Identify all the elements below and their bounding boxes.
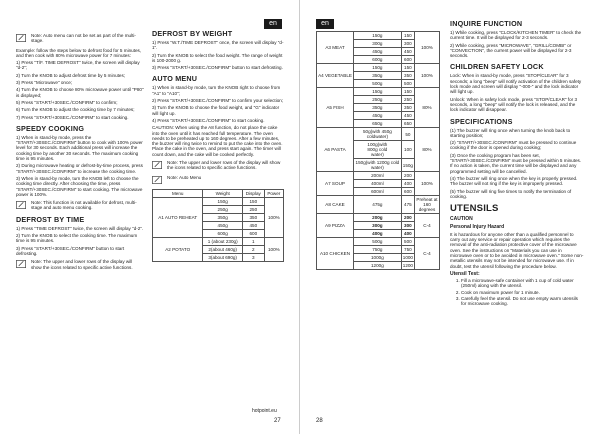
dt-step: 1) Press "TIME DEFROST" twice, the screen will display "d-2".: [16, 225, 144, 231]
display-cell: 400: [401, 230, 414, 238]
note-display: Note: The upper and lower rows of the display will show the icons related to specific active functions.: [16, 259, 144, 270]
table-row: [153, 197, 284, 205]
speedy-step: 3) When in stand-by mode, turn the KNOB left to choose the cooking time directly. After choosing the time, press "START/+30SEC./CONFIRM" to start cooking. The microwave power is 100%.: [16, 175, 143, 197]
menu-cell: A3 MEAT: [317, 32, 354, 64]
language-tag: en: [316, 19, 334, 29]
display-cell: 350: [242, 213, 264, 221]
display-cell: 3: [242, 253, 264, 261]
utensil-test-heading: Utensil Test:: [450, 270, 480, 277]
weight-cell: 2(about 460g): [203, 245, 243, 253]
weight-line: water): [371, 152, 384, 157]
note-pencil-icon: [16, 200, 27, 210]
display-cell: 2: [242, 245, 264, 253]
inquire-item: 2) While cooking, press "MICROWAVE", "GRILL/COMBI" or "CONVECTION", the current power will be displayed for 2-3 seconds.: [450, 42, 572, 59]
weight-cell: 650g: [354, 120, 402, 128]
display-cell: 150: [242, 197, 264, 205]
weight-cell: 350g: [354, 72, 402, 80]
list-item: 1. Fill a microwave-safe container with 1 cup of cold water (250ml) along with the utensil.: [461, 278, 584, 289]
lock-text: Lock: When in stand-by mode, press "STOP/CLEAR" for 3 seconds; a long "beep" will notify activation of the children safety lock mode and screen will display "-000-" and the lock indicator will light up.: [450, 73, 582, 95]
weight-cell: 450g: [203, 221, 243, 229]
table-row: [317, 128, 440, 141]
note-top: Note: Auto menu can not be set as part of the multi-stage.: [16, 33, 144, 44]
caution-heading: CAUTION: [450, 216, 473, 223]
weight-cell: 450g: [354, 112, 402, 120]
weight-cell: 1000g: [354, 254, 402, 262]
display-cell: 1200: [402, 263, 413, 268]
power-cell: 80%: [415, 128, 440, 172]
display-cell: 150: [401, 32, 414, 40]
weight-cell: [354, 141, 402, 159]
page-number: 27: [274, 418, 281, 424]
injury-heading: Personal Injury Hazard: [450, 224, 505, 231]
caution-text: CAUTION: When using the A8 function, do not place the cake into the oven until it has reached full temperature. The oven needs to be preheated up to 160 degrees. After a few minutes, the buzzer will ring twice to remind to put the cake into the oven. Place the cake in the oven, and press start again. The timer will count down, and the cake will be cooked perfectly.: [152, 125, 283, 157]
weight-cell: 400ml: [354, 180, 402, 188]
display-cell: 350: [401, 72, 414, 80]
weight-cell: 500g: [354, 80, 402, 88]
display-cell: 200: [401, 172, 414, 180]
note-function: Note: This function is not available for defrost, multi-stage and auto menu cooking.: [16, 200, 144, 211]
menu-cell: A8 CAKE: [317, 196, 354, 214]
table-header: Weight: [203, 189, 243, 197]
list-item: 3. Carefully feel the utensil. Do not use empty warm utensils for microwave cooking.: [461, 296, 584, 307]
display-cell: 600: [401, 188, 414, 196]
am-step: 4) Press "START/+30SEC./CONFIRM" to start cooking.: [152, 117, 265, 123]
weight-cell: 1 (about 230g): [203, 237, 243, 245]
weight-line: 800g cold: [367, 147, 388, 152]
display-cell: 450: [242, 221, 264, 229]
display-cell: 200: [401, 214, 414, 222]
example-step: 2) Turn the KNOB to adjust defrost time by 5 minutes;: [16, 72, 126, 78]
weight-cell: 750g: [354, 246, 402, 254]
display-cell: 450: [401, 48, 414, 56]
display-cell: 1: [242, 237, 264, 245]
spec-item: (1) The buzzer will ring once when turning the knob back to starting position;: [450, 127, 571, 138]
weight-cell: [354, 128, 402, 141]
defrost-by-weight-heading: DEFROST BY WEIGHT: [152, 29, 233, 38]
weight-cell: 150g: [354, 64, 402, 72]
right-column-1: [316, 31, 440, 270]
example-step: 3) Press "Microwave" once;: [16, 80, 73, 86]
weight-cell: 300g: [354, 40, 402, 48]
display-cell: 300: [401, 222, 414, 230]
weight-cell: 250g: [203, 205, 243, 213]
utensil-test-list: [456, 278, 584, 306]
dw-step: 2) Turn the KNOB to select the food weight. The range of weight is 100-2000 g.: [152, 52, 283, 63]
menu-cell: A5 FISH: [317, 88, 354, 128]
weight-cell: 350g: [203, 213, 243, 221]
table-header: Display: [242, 189, 264, 197]
am-step: 3) Turn the KNOB to choose the food weight, and "G" indicator will light up.: [152, 105, 280, 116]
table-row: [317, 32, 440, 40]
power-cell: C-4: [415, 238, 440, 270]
weight-cell: 200ml: [354, 172, 402, 180]
power-cell: C-4: [415, 214, 440, 238]
language-tag: en: [264, 19, 282, 29]
display-cell: 150: [401, 64, 414, 72]
table-row: [317, 238, 440, 246]
power-cell: 100%: [415, 32, 440, 64]
display-cell: 500: [401, 238, 414, 246]
display-cell: 1000: [402, 255, 413, 260]
display-cell: 475: [401, 196, 414, 214]
menu-cell: A7 SOUP: [317, 172, 354, 196]
example-step: 5) Press "START/+30SEC./CONFIRM" to confirm;: [16, 99, 118, 105]
weight-line: 100g(with: [367, 142, 388, 147]
weight-cell: 150g(with 1200g cold water): [354, 159, 402, 172]
display-cell: 500: [401, 80, 414, 88]
display-cell: 650: [401, 120, 414, 128]
menu-cell: A10 CHICKEN: [317, 238, 354, 270]
table-row: [317, 172, 440, 180]
example-step: 4) Turn the KNOB to choose 80% microwave power until "P80" is displayed;: [16, 87, 144, 98]
injury-text: It is hazardous for anyone other than a qualified personnel to carry out any service or repair operation which requires the removal of the anti-radiation protective cover of the microwave oven. See the instructions on "Materials you can use in microwave oven or to be avoided in microwave oven." Some non-metallic utensils may not be intended for microwave use. If in doubt, test the utensil following the procedure below.: [450, 231, 584, 269]
speedy-step: 1) When in stand-by mode, press the "START/+30SEC./CONFIRM" button to cook with 100% power level for 30 seconds. Each additional press will increase the cooking time by another 30 seconds. The maximum cooking time is 95 minutes.: [16, 134, 143, 162]
safety-lock-heading: CHILDREN SAFETY LOCK: [450, 62, 544, 72]
weight-cell: 1200g: [354, 262, 402, 270]
auto-menu-table-a1-a2: [152, 189, 284, 262]
example-step: 6) Turn the KNOB to adjust the cooking time by 7 minutes;: [16, 107, 135, 113]
am-step: 2) Press "START/+30SEC./CONFIRM" to confirm your selection;: [152, 98, 284, 104]
display-cell: 250: [242, 205, 264, 213]
weight-cell: 400g: [354, 230, 402, 238]
power-cell: 100%: [264, 197, 283, 237]
menu-cell: A2 POTATO: [153, 237, 203, 261]
spec-item: (4) The buzzer will ring once when the key is properly pressed. The buzzer will not ring if the key is improperly pressed.: [450, 175, 578, 187]
weight-cell: 300g: [354, 222, 402, 230]
dw-step: 3) Press "START/+30SEC./CONFIRM" button to start defrosting.: [152, 65, 283, 71]
menu-cell: A4 VEGETABLE: [317, 64, 354, 88]
auto-menu-heading: AUTO MENU: [152, 74, 198, 84]
spec-item: (5) The buzzer will ring five times to notify the termination of cooking.: [450, 188, 572, 199]
note-pencil-icon: [16, 33, 27, 43]
display-cell: 300: [401, 40, 414, 48]
weight-cell: 450g: [354, 48, 402, 56]
page-28: [300, 0, 600, 434]
power-cell: 80%: [415, 88, 440, 128]
power-cell: 100%: [415, 172, 440, 196]
left-column-1: [16, 30, 144, 274]
display-cell: 250: [401, 96, 414, 104]
note-pencil-icon: [152, 175, 163, 185]
right-column-2: [450, 20, 584, 308]
table-row: [317, 64, 440, 72]
table-header-row: [153, 189, 284, 197]
speedy-step: 2) During microwave heating or defrost-by-time process, press "START/+30SEC./CONFIRM" to increase the cooking time.: [16, 163, 143, 174]
footer-url: hotpoint.eu: [252, 408, 277, 414]
list-item: 2. Cook on maximum power for 1 minute.: [461, 290, 584, 295]
weight-cell: 475g: [354, 196, 402, 214]
table-row: [317, 88, 440, 96]
display-cell: 600: [401, 56, 414, 64]
display-cell: 450: [401, 112, 414, 120]
example-step: 1) Press "T/F. TIME DEFROST" twice, the screen will display "d-2";: [16, 60, 140, 71]
weight-cell: 150g: [354, 32, 402, 40]
spec-item: (3) Once the cooking program has been set, "START/+30SEC./CONFIRM" must be pressed within 5 minutes. If no action is taken, the current time will be displayed and any programmed setting will be cancelled.: [450, 152, 582, 174]
weight-cell: 600g: [354, 56, 402, 64]
display-cell: 100: [401, 141, 414, 159]
display-cell: 400: [401, 180, 414, 188]
display-cell: 750: [401, 246, 414, 254]
power-cell: 100%: [264, 237, 283, 261]
menu-cell: A6 PASTA: [317, 128, 354, 172]
weight-cell: 200g: [354, 214, 402, 222]
left-column-2: [152, 30, 284, 262]
utensils-heading: UTENSILS: [450, 203, 499, 215]
note-auto-menu: Note: Auto Menu: [152, 175, 284, 185]
dt-step: 2) Turn the KNOB to select the cooking time. The maximum time is 95 minutes.: [16, 233, 138, 244]
example-intro: Example: follow the steps below to defrost food for 5 minutes, and then cook with 80% microwave power for 7 minutes:: [16, 47, 142, 58]
weight-cell: 600g: [203, 229, 243, 237]
weight-line: 50g(with 450g: [362, 129, 392, 134]
example-step: 7) Press "START/+30SEC./CONFIRM" to start cooking.: [16, 114, 129, 120]
weight-cell: 500g: [354, 238, 402, 246]
dw-step: 1) Press "W.T./TIME DEFROST" once, the screen will display "d-1".: [152, 40, 284, 51]
table-header: Menu: [153, 189, 203, 197]
table-row: [317, 196, 440, 214]
spec-item: (2) "START/+30SEC./CONFIRM" must be pressed to continue cooking if the door is opened during cooking;: [450, 140, 577, 151]
power-cell: 100%: [415, 64, 440, 88]
unlock-text: Unlock: When in safety lock mode, press "STOP/CLEAR" for 3 seconds, a long "beep" will notify the lock is released, and the lock indicator will disappear.: [450, 96, 578, 113]
inquire-item: 1) While cooking, press "CLOCK/KITCHEN TIMER" to check the current time. It will be displayed for 2-3 seconds.: [450, 30, 582, 41]
am-step: 1) When in stand-by mode, turn the KNOB right to choose from "A1" to "A10";: [152, 85, 281, 96]
auto-menu-table-a3-a10: [316, 31, 440, 270]
inquire-heading: INQUIRE FUNCTION: [450, 19, 523, 28]
weight-cell: 350g: [354, 104, 402, 112]
menu-cell: A9 PIZZA: [317, 214, 354, 238]
menu-cell: A1 AUTO REHEAT: [153, 197, 203, 237]
weight-cell: 150g: [203, 197, 243, 205]
weight-line: coldwater): [366, 134, 388, 139]
dt-step: 3) Press "START/+30SEC./CONFIRM" button to start defrosting.: [16, 245, 125, 256]
note-display-2: Note: The upper and lower rows of the display will show the icons related to specific active functions.: [152, 160, 284, 171]
specifications-heading: SPECIFICATIONS: [450, 116, 513, 126]
table-row: [317, 214, 440, 222]
display-cell: 600: [242, 229, 264, 237]
power-cell: Preheat at 160 degrees: [416, 197, 438, 212]
weight-cell: 150g: [354, 88, 402, 96]
display-cell: 350: [401, 104, 414, 112]
page-number: 28: [316, 418, 323, 424]
weight-cell: 600ml: [354, 188, 402, 196]
table-header: Power: [264, 189, 283, 197]
display-cell: 150: [401, 88, 414, 96]
weight-cell: 3(about 690g): [203, 253, 243, 261]
note-pencil-icon: [16, 259, 27, 269]
weight-cell: 250g: [354, 96, 402, 104]
table-row: [153, 237, 284, 245]
note-pencil-icon: [152, 160, 163, 170]
display-cell: 50: [401, 128, 414, 141]
defrost-by-time-heading: DEFROST BY TIME: [16, 214, 85, 224]
speedy-cooking-heading: SPEEDY COOKING: [16, 123, 85, 133]
display-cell: 150g: [401, 159, 414, 172]
